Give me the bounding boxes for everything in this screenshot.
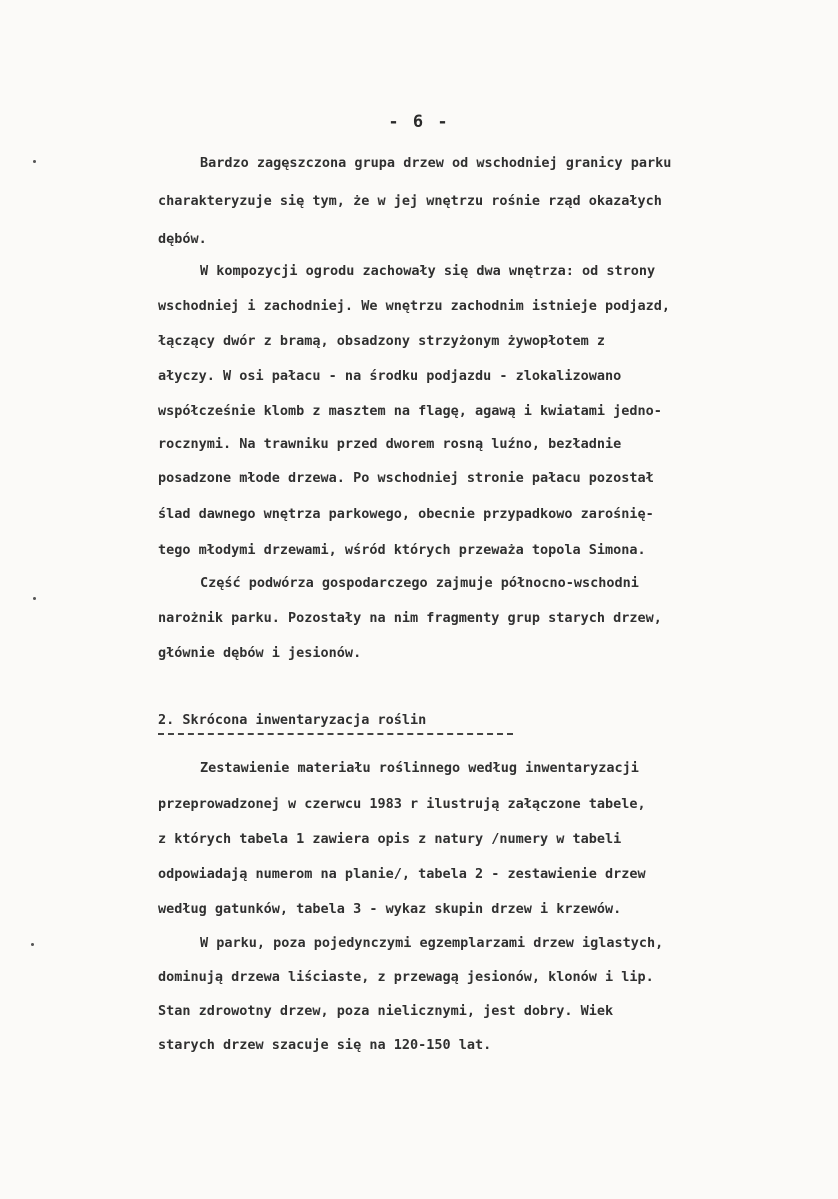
section-heading: 2. Skrócona inwentaryzacja roślin (158, 712, 427, 728)
text-line: Bardzo zagęszczona grupa drzew od wschodniej granicy parku (200, 155, 672, 171)
heading-underline (158, 733, 513, 735)
text-line: ślad dawnego wnętrza parkowego, obecnie przypadkowo zarośnię- (158, 506, 654, 522)
text-line: głównie dębów i jesionów. (158, 645, 362, 661)
scan-mark (33, 597, 36, 600)
text-line: Część podwórza gospodarczego zajmuje północno-wschodni (200, 575, 639, 591)
text-line: tego młodymi drzewami, wśród których przeważa topola Simona. (158, 542, 646, 558)
text-line: Zestawienie materiału roślinnego według inwentaryzacji (200, 760, 639, 776)
text-line: Stan zdrowotny drzew, poza nielicznymi, jest dobry. Wiek (158, 1003, 614, 1019)
text-line: łączący dwór z bramą, obsadzony strzyżonym żywopłotem z (158, 333, 606, 349)
text-line: narożnik parku. Pozostały na nim fragmenty grup starych drzew, (158, 610, 662, 626)
text-line: z których tabela 1 zawiera opis z natury /numery w tabeli (158, 831, 622, 847)
text-line: W kompozycji ogrodu zachowały się dwa wnętrza: od strony (200, 263, 656, 279)
text-line: charakteryzuje się tym, że w jej wnętrzu rośnie rząd okazałych (158, 193, 662, 209)
text-line: dębów. (158, 231, 207, 247)
text-line: przeprowadzonej w czerwcu 1983 r ilustrują załączone tabele, (158, 796, 646, 812)
text-line: dominują drzewa liściaste, z przewagą jesionów, klonów i lip. (158, 969, 654, 985)
scan-mark (33, 160, 36, 163)
text-line: według gatunków, tabela 3 - wykaz skupin drzew i krzewów. (158, 901, 622, 917)
text-line: starych drzew szacuje się na 120-150 lat. (158, 1037, 492, 1053)
text-line: rocznymi. Na trawniku przed dworem rosną luźno, bezładnie (158, 436, 622, 452)
text-line: posadzone młode drzewa. Po wschodniej stronie pałacu pozostał (158, 470, 654, 486)
text-line: wschodniej i zachodniej. We wnętrzu zachodnim istnieje podjazd, (158, 298, 671, 314)
text-line: współcześnie klomb z masztem na flagę, agawą i kwiatami jedno- (158, 403, 662, 419)
page-number: - 6 - (388, 112, 450, 132)
text-line: odpowiadają numerom na planie/, tabela 2 - zestawienie drzew (158, 866, 646, 882)
text-line: ałyczy. W osi pałacu - na środku podjazdu - zlokalizowano (158, 368, 622, 384)
text-line: W parku, poza pojedynczymi egzemplarzami drzew iglastych, (200, 935, 664, 951)
scan-mark (31, 943, 34, 946)
